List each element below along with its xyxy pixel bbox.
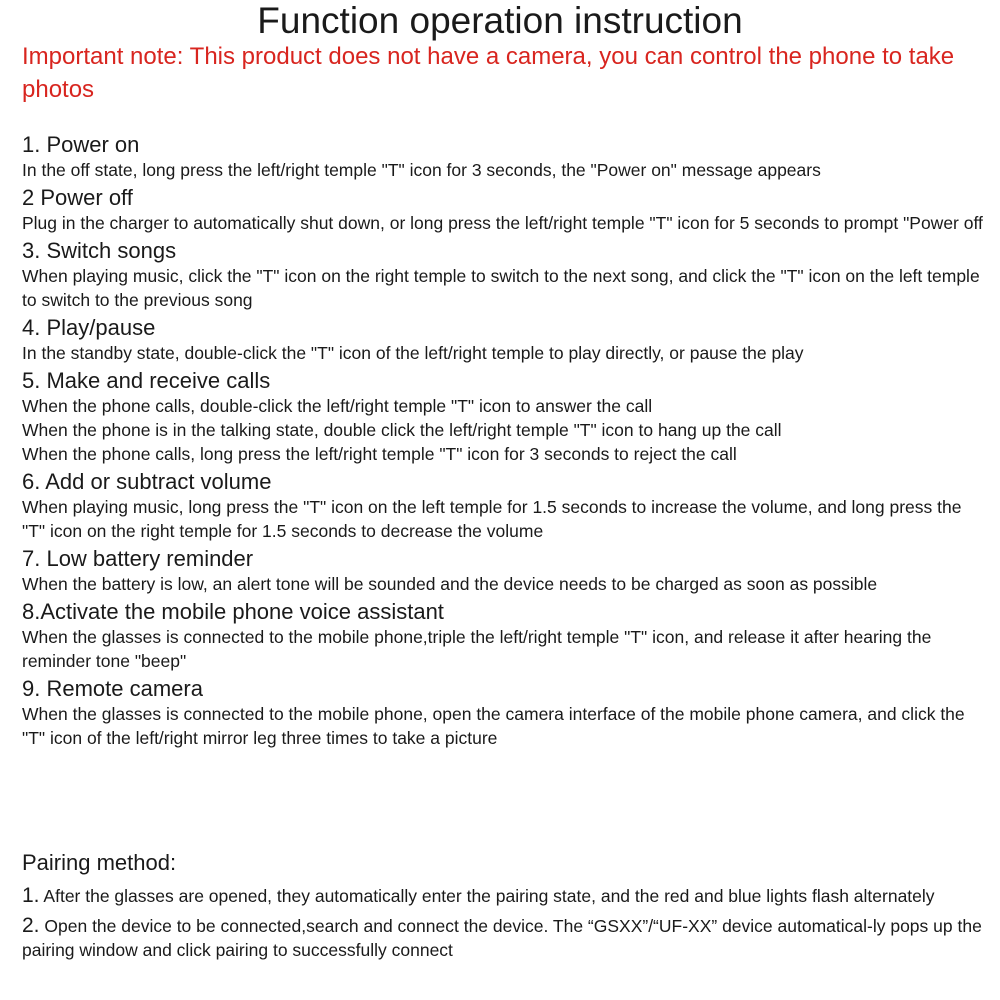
pairing-section <box>22 848 987 968</box>
section-text: In the standby state, double-click the "T" icon of the left/right temple to play directly, or pause the play <box>22 343 804 363</box>
section-low-battery <box>22 545 987 596</box>
pairing-step-text: After the glasses are opened, they automatically enter the pairing state, and the red and blue lights flash alternately <box>43 886 935 906</box>
section-text: When the glasses is connected to the mobile phone,triple the left/right temple "T" icon, and release it after hearing the reminder tone "beep" <box>22 627 932 671</box>
section-power-off <box>22 184 987 235</box>
section-power-on <box>22 131 987 182</box>
section-heading: 5. Make and receive calls <box>22 368 271 393</box>
page-title: Function operation instruction <box>257 0 743 41</box>
section-switch-songs <box>22 237 987 312</box>
section-text: When the battery is low, an alert tone will be sounded and the device needs to be charged as soon as possible <box>22 574 878 594</box>
section-remote-camera <box>22 675 987 750</box>
section-heading: 9. Remote camera <box>22 676 203 701</box>
pairing-step <box>22 914 987 962</box>
pairing-step-text: Open the device to be connected,search and connect the device. The “GSXX”/“UF-XX” device automatical-ly pops up the pairing window and click pairing to successfully connect <box>22 916 982 960</box>
section-voice-assistant <box>22 598 987 673</box>
section-text: When the glasses is connected to the mobile phone, open the camera interface of the mobile phone camera, and click the "T" icon of the left/right mirror leg three times to take a picture <box>22 704 965 748</box>
section-text: When the phone calls, double-click the left/right temple "T" icon to answer the call <box>22 396 653 416</box>
section-heading: 2 Power off <box>22 185 133 210</box>
section-volume <box>22 468 987 543</box>
section-text: When playing music, click the "T" icon on the right temple to switch to the next song, and click the "T" icon on the left temple to switch to the previous song <box>22 266 980 310</box>
section-heading: 7. Low battery reminder <box>22 546 254 571</box>
section-calls <box>22 367 987 466</box>
pairing-step-number: 1. <box>22 884 40 907</box>
section-heading: 6. Add or subtract volume <box>22 469 272 494</box>
pairing-step-number: 2. <box>22 914 40 937</box>
section-heading: 8.Activate the mobile phone voice assistant <box>22 599 444 624</box>
section-play-pause <box>22 314 987 365</box>
function-sections <box>22 131 987 752</box>
pairing-title: Pairing method: <box>22 850 177 875</box>
section-text: When playing music, long press the "T" icon on the left temple for 1.5 seconds to increase the volume, and long press the "T" icon on the right temple for 1.5 seconds to decrease the volume <box>22 497 962 541</box>
section-heading: 3. Switch songs <box>22 238 177 263</box>
section-text: When the phone calls, long press the left/right temple "T" icon for 3 seconds to reject the call <box>22 444 737 464</box>
section-heading: 1. Power on <box>22 132 140 157</box>
pairing-step <box>22 884 987 908</box>
section-heading: 4. Play/pause <box>22 315 156 340</box>
section-text: In the off state, long press the left/right temple "T" icon for 3 seconds, the "Power on" message appears <box>22 160 821 180</box>
section-text: Plug in the charger to automatically shut down, or long press the left/right temple "T" icon for 5 seconds to prompt "Power off <box>22 213 983 233</box>
important-note: Important note: This product does not have a camera, you can control the phone to take photos <box>22 43 955 103</box>
section-text: When the phone is in the talking state, double click the left/right temple "T" icon to hang up the call <box>22 420 782 440</box>
